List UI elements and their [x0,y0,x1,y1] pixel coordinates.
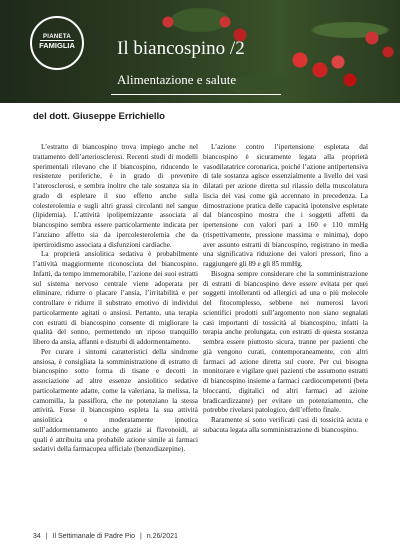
subtitle-underline [111,94,281,95]
pianeta-famiglia-logo [30,16,84,70]
paragraph: Per curare i sintomi caratteristici della sindrome ansiosa, è consigliata la somministrazione di estratto di biancospino sotto forma di tisane e decotti in associazione ad altre essenze ansiolitico sedative particolarmente adatte, come la valeriana, la melissa, la camomilla, la passiflora, che ne potenziano la stessa attività. Forse il biancospino espleta la sua attività ansiolitica e moderatamente ipnotica sull’addormentamento anche grazie ai flavonoidi, ai quali è attribuita una probabile azione simile ai farmaci sedativi della farmacopea ufficiale (benzodiazepine). [33,347,198,454]
paragraph: L’azione contro l’ipertensione espletata dal biancospino è sicuramente legata alla proprietà vasodilatatrice coronarica, poiché l’azione antipertensiva di tale sostanza agisce essenzialmente a livello dei vasi dilatati per azione diretta sul rilassio della muscolatura liscia dei vasi come già accennato in precedenza. La dimostrazione pratica delle capacità ipotensive espletate dal biancospino mostra che i soggetti affetti da ipertensione con valori pari a 160 e 110 mmHg (rispettivamente, pressione massima e minima), dopo aver assunto estratti di biancospino, registrano in media una significativa riduzione dei valori pressori, fino a raggiungere gli 89 e gli 85 mmHg. [203,143,368,268]
left-column [33,143,198,455]
footer-separator: | [45,533,48,540]
right-column [203,143,368,436]
page-footer [33,533,181,540]
article-title: Il biancospino /2 [117,38,245,59]
magazine-name: Il Settimanale di Padre Pio [52,533,136,540]
logo-bottom-text: FAMIGLIA [39,41,75,50]
logo-top-text: PIANETA [43,34,71,40]
issue-number: n.26/2021 [146,533,178,540]
paragraph: Raramente si sono verificati casi di tossicità acuta e subacuta legata alla somministrazione di biancospino. [203,416,368,434]
page-number: 34 [33,533,41,540]
header-banner [0,0,400,103]
article-author: del dott. Giuseppe Errichiello [33,111,165,122]
paragraph: Bisogna sempre considerare che la somministrazione di estratti di biancospino deve essere evitata per quei soggetti intolleranti od allergici ad una o più molecole del fitocomplesso, sebbene nei numerosi lavori scientifici prodotti sull’argomento non siano segnalati casi importanti di tossicità al biancospino, infatti la terapia anche prolungata, con estratti di questa sostanza sembra essere piuttosto sicura, tranne per pazienti che già vengono curati, contemporaneamente, con altri farmaci ad azione diretta sul cuore. Per cui bisogna monitorare e vigilare quei pazienti che assumono estratti di biancospino insieme a farmaci cardiocompetenti (beta bloccanti, digitalici od altri farmaci ad azione bradicardizzante) per evitare un potenziamento, che potrebbe rivelarsi patologico, dell’effetto finale. [203,269,368,415]
article-subtitle: Alimentazione e salute [117,72,237,87]
footer-separator: | [139,533,142,540]
paragraph: L’estratto di biancospino trova impiego anche nel trattamento dell’arteriosclerosi. Recenti studi di modelli sperimentali rilevano che il biancospino, riducendo le resistenze periferiche, è in grado di prevenire l’aterosclerosi, e sembra inoltre che tale sostanza sia in grado di espletare il suo effetto anche sulla colesterolemia e sugli altri grassi circolanti nel sangue (lipidemia). L’attività ipolipemizzante associata al biancospino sembra essere particolarmente indicata per l’anziano affetto sia da ipercolesterolemia che da ipertiroidismo associata a disfunzioni cardiache. [33,143,198,249]
paragraph: La proprietà ansiolitica sedativa è probabilmente l’attività maggiormente riconosciuta del biancospino. Infatti, da tempo immemorabile, l’azione dei suoi estratti sul sistema nervoso centrale viene adoperata per eliminare, ridurre o placare l’ansia, l’irritabilità e per controllare e ridurre il substrato emotivo di individui particolarmente agitati o ansiosi. Pertanto, una terapia con estratti di biancospino consente di migliorare la qualità del sonno, permettendo un riposo tranquillo libero da ansia, affanni e disturbi di addormentamento. [33,250,198,346]
